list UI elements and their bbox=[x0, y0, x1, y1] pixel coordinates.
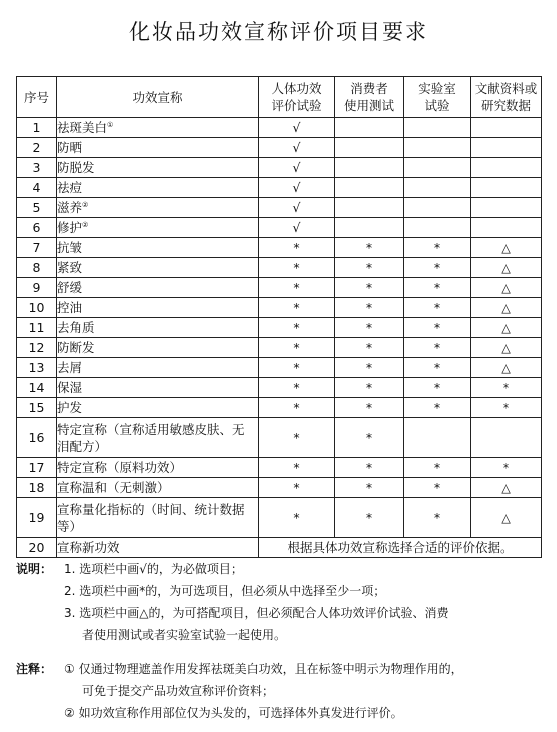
requirements-table bbox=[16, 76, 542, 558]
lab-test-mark: * bbox=[404, 338, 471, 358]
human-test-mark: √ bbox=[259, 138, 335, 158]
claim-name bbox=[57, 358, 259, 378]
human-test-mark: * bbox=[259, 298, 335, 318]
footnote-marker: ① bbox=[107, 120, 114, 129]
table-row bbox=[17, 218, 542, 238]
literature-mark: △ bbox=[471, 258, 542, 278]
note-1: 1. 选项栏中画√的，为必做项目； bbox=[64, 562, 243, 576]
consumer-test-mark: * bbox=[335, 318, 404, 338]
consumer-test-mark: * bbox=[335, 258, 404, 278]
literature-mark bbox=[471, 178, 542, 198]
human-test-mark: * bbox=[259, 318, 335, 338]
row-number: 19 bbox=[17, 498, 57, 538]
claim-label: 祛痘 bbox=[57, 180, 83, 195]
header-row bbox=[17, 77, 542, 118]
table-row bbox=[17, 238, 542, 258]
lab-test-mark: * bbox=[404, 398, 471, 418]
claim-name bbox=[57, 478, 259, 498]
lab-test-mark: * bbox=[404, 278, 471, 298]
claim-label: 去角质 bbox=[57, 320, 95, 335]
claim-name bbox=[57, 118, 259, 138]
consumer-test-mark: * bbox=[335, 278, 404, 298]
row-number: 11 bbox=[17, 318, 57, 338]
literature-mark bbox=[471, 218, 542, 238]
consumer-test-mark: * bbox=[335, 298, 404, 318]
human-test-mark: * bbox=[259, 278, 335, 298]
claim-label: 去屑 bbox=[57, 360, 83, 375]
row-number: 2 bbox=[17, 138, 57, 158]
consumer-test-mark: * bbox=[335, 478, 404, 498]
claim-name bbox=[57, 378, 259, 398]
note-3-cont: 者使用测试或者实验室试验一起使用。 bbox=[82, 628, 287, 642]
claim-label: 宣称温和（无刺激） bbox=[57, 480, 170, 495]
row-number: 7 bbox=[17, 238, 57, 258]
consumer-test-mark: * bbox=[335, 418, 404, 458]
row-number: 9 bbox=[17, 278, 57, 298]
literature-mark: △ bbox=[471, 318, 542, 338]
table-row bbox=[17, 338, 542, 358]
header-consumer: 消费者 使用测试 bbox=[335, 77, 404, 118]
header-human: 人体功效 评价试验 bbox=[259, 77, 335, 118]
row-number: 13 bbox=[17, 358, 57, 378]
human-test-mark: * bbox=[259, 478, 335, 498]
lab-test-mark bbox=[404, 158, 471, 178]
table-row bbox=[17, 118, 542, 138]
row-number: 3 bbox=[17, 158, 57, 178]
table-row bbox=[17, 318, 542, 338]
row-number: 6 bbox=[17, 218, 57, 238]
lab-test-mark: * bbox=[404, 318, 471, 338]
table-row bbox=[17, 358, 542, 378]
human-test-mark: * bbox=[259, 238, 335, 258]
row-number: 1 bbox=[17, 118, 57, 138]
claim-name bbox=[57, 338, 259, 358]
lab-test-mark bbox=[404, 118, 471, 138]
claim-label: 滋养 bbox=[57, 200, 83, 215]
claim-label: 特定宣称（原料功效） bbox=[57, 460, 183, 475]
table-row bbox=[17, 378, 542, 398]
table-row bbox=[17, 178, 542, 198]
lab-test-mark: * bbox=[404, 298, 471, 318]
literature-mark: * bbox=[471, 458, 542, 478]
consumer-test-mark: * bbox=[335, 398, 404, 418]
header-literature: 文献资料或 研究数据 bbox=[471, 77, 542, 118]
lab-test-mark: * bbox=[404, 478, 471, 498]
consumer-test-mark bbox=[335, 138, 404, 158]
merged-note: 根据具体功效宣称选择合适的评价依据。 bbox=[259, 538, 542, 558]
claim-label: 控油 bbox=[57, 300, 83, 315]
claim-label: 防断发 bbox=[57, 340, 95, 355]
consumer-test-mark bbox=[335, 218, 404, 238]
literature-mark: △ bbox=[471, 298, 542, 318]
claim-name: 宣称新功效 bbox=[57, 538, 259, 558]
table-row bbox=[17, 158, 542, 178]
human-test-mark: * bbox=[259, 358, 335, 378]
table-row bbox=[17, 538, 542, 558]
claim-name bbox=[57, 458, 259, 478]
literature-mark bbox=[471, 418, 542, 458]
lab-test-mark bbox=[404, 198, 471, 218]
literature-mark: * bbox=[471, 378, 542, 398]
footnote-marker: ② bbox=[82, 200, 89, 209]
claim-label: 保湿 bbox=[57, 380, 83, 395]
human-test-mark: * bbox=[259, 418, 335, 458]
remark-1: ① 仅通过物理遮盖作用发挥祛斑美白功效，且在标签中明示为物理作用的， bbox=[64, 662, 463, 676]
header-num: 序号 bbox=[17, 77, 57, 118]
claim-label: 防脱发 bbox=[57, 160, 95, 175]
literature-mark: △ bbox=[471, 338, 542, 358]
claim-name bbox=[57, 158, 259, 178]
human-test-mark: * bbox=[259, 398, 335, 418]
lab-test-mark bbox=[404, 218, 471, 238]
row-number: 17 bbox=[17, 458, 57, 478]
claim-name bbox=[57, 138, 259, 158]
literature-mark bbox=[471, 158, 542, 178]
table-row bbox=[17, 418, 542, 458]
row-number: 5 bbox=[17, 198, 57, 218]
consumer-test-mark: * bbox=[335, 358, 404, 378]
lab-test-mark: * bbox=[404, 258, 471, 278]
lab-test-mark: * bbox=[404, 358, 471, 378]
footnote-marker: ② bbox=[82, 220, 89, 229]
row-number: 4 bbox=[17, 178, 57, 198]
claim-name bbox=[57, 418, 259, 458]
table-row bbox=[17, 298, 542, 318]
claim-label: 抗皱 bbox=[57, 240, 83, 255]
claim-label: 特定宣称（宣称适用敏感皮肤、无泪配方） bbox=[57, 421, 245, 454]
consumer-test-mark: * bbox=[335, 378, 404, 398]
human-test-mark: * bbox=[259, 458, 335, 478]
claim-label: 修护 bbox=[57, 220, 83, 235]
claim-name bbox=[57, 238, 259, 258]
claim-name bbox=[57, 178, 259, 198]
lab-test-mark: * bbox=[404, 378, 471, 398]
table-row bbox=[17, 398, 542, 418]
claim-name bbox=[57, 398, 259, 418]
lab-test-mark: * bbox=[404, 458, 471, 478]
consumer-test-mark bbox=[335, 178, 404, 198]
lab-test-mark: * bbox=[404, 238, 471, 258]
row-number: 18 bbox=[17, 478, 57, 498]
claim-name bbox=[57, 198, 259, 218]
row-number: 14 bbox=[17, 378, 57, 398]
claim-name bbox=[57, 258, 259, 278]
human-test-mark: * bbox=[259, 498, 335, 538]
claim-label: 宣称量化指标的（时间、统计数据等） bbox=[57, 501, 245, 534]
human-test-mark: * bbox=[259, 378, 335, 398]
claim-label: 防晒 bbox=[57, 140, 83, 155]
literature-mark bbox=[471, 118, 542, 138]
claim-name bbox=[57, 278, 259, 298]
lab-test-mark: * bbox=[404, 498, 471, 538]
human-test-mark: √ bbox=[259, 178, 335, 198]
table-row bbox=[17, 198, 542, 218]
page-title: 化妆品功效宣称评价项目要求 bbox=[129, 20, 428, 44]
consumer-test-mark bbox=[335, 198, 404, 218]
literature-mark: △ bbox=[471, 478, 542, 498]
note-3: 3. 选项栏中画△的，为可搭配项目，但必须配合人体功效评价试验、消费 bbox=[64, 606, 449, 620]
claim-name bbox=[57, 298, 259, 318]
literature-mark: △ bbox=[471, 238, 542, 258]
row-number: 15 bbox=[17, 398, 57, 418]
literature-mark: △ bbox=[471, 498, 542, 538]
human-test-mark: √ bbox=[259, 218, 335, 238]
table-row bbox=[17, 278, 542, 298]
table-row bbox=[17, 458, 542, 478]
table-row bbox=[17, 498, 542, 538]
lab-test-mark bbox=[404, 138, 471, 158]
human-test-mark: √ bbox=[259, 118, 335, 138]
literature-mark: △ bbox=[471, 358, 542, 378]
table-row bbox=[17, 258, 542, 278]
literature-mark: △ bbox=[471, 278, 542, 298]
claim-label: 护发 bbox=[57, 400, 83, 415]
human-test-mark: * bbox=[259, 338, 335, 358]
header-lab: 实验室 试验 bbox=[404, 77, 471, 118]
table-row bbox=[17, 478, 542, 498]
row-number: 12 bbox=[17, 338, 57, 358]
lab-test-mark bbox=[404, 178, 471, 198]
consumer-test-mark bbox=[335, 118, 404, 138]
literature-mark bbox=[471, 198, 542, 218]
remark-2: ② 如功效宣称作用部位仅为头发的，可选择体外真发进行评价。 bbox=[64, 706, 403, 720]
consumer-test-mark: * bbox=[335, 498, 404, 538]
human-test-mark: √ bbox=[259, 158, 335, 178]
consumer-test-mark bbox=[335, 158, 404, 178]
consumer-test-mark: * bbox=[335, 338, 404, 358]
row-number: 10 bbox=[17, 298, 57, 318]
row-number: 16 bbox=[17, 418, 57, 458]
table-row bbox=[17, 138, 542, 158]
human-test-mark: * bbox=[259, 258, 335, 278]
claim-label: 舒缓 bbox=[57, 280, 83, 295]
literature-mark bbox=[471, 138, 542, 158]
row-number: 8 bbox=[17, 258, 57, 278]
claim-label: 紧致 bbox=[57, 260, 83, 275]
header-name: 功效宣称 bbox=[57, 77, 259, 118]
consumer-test-mark: * bbox=[335, 238, 404, 258]
claim-name bbox=[57, 218, 259, 238]
human-test-mark: √ bbox=[259, 198, 335, 218]
remark-1-cont: 可免于提交产品功效宣称评价资料； bbox=[82, 684, 275, 698]
note-2: 2. 选项栏中画*的，为可选项目，但必须从中选择至少一项； bbox=[64, 584, 386, 598]
row-number: 20 bbox=[17, 538, 57, 558]
remarks-label: 注释： bbox=[16, 662, 53, 676]
lab-test-mark bbox=[404, 418, 471, 458]
claim-name bbox=[57, 498, 259, 538]
claim-name bbox=[57, 318, 259, 338]
claim-label: 祛斑美白 bbox=[57, 120, 108, 135]
literature-mark: * bbox=[471, 398, 542, 418]
notes-label: 说明： bbox=[16, 562, 53, 576]
consumer-test-mark: * bbox=[335, 458, 404, 478]
